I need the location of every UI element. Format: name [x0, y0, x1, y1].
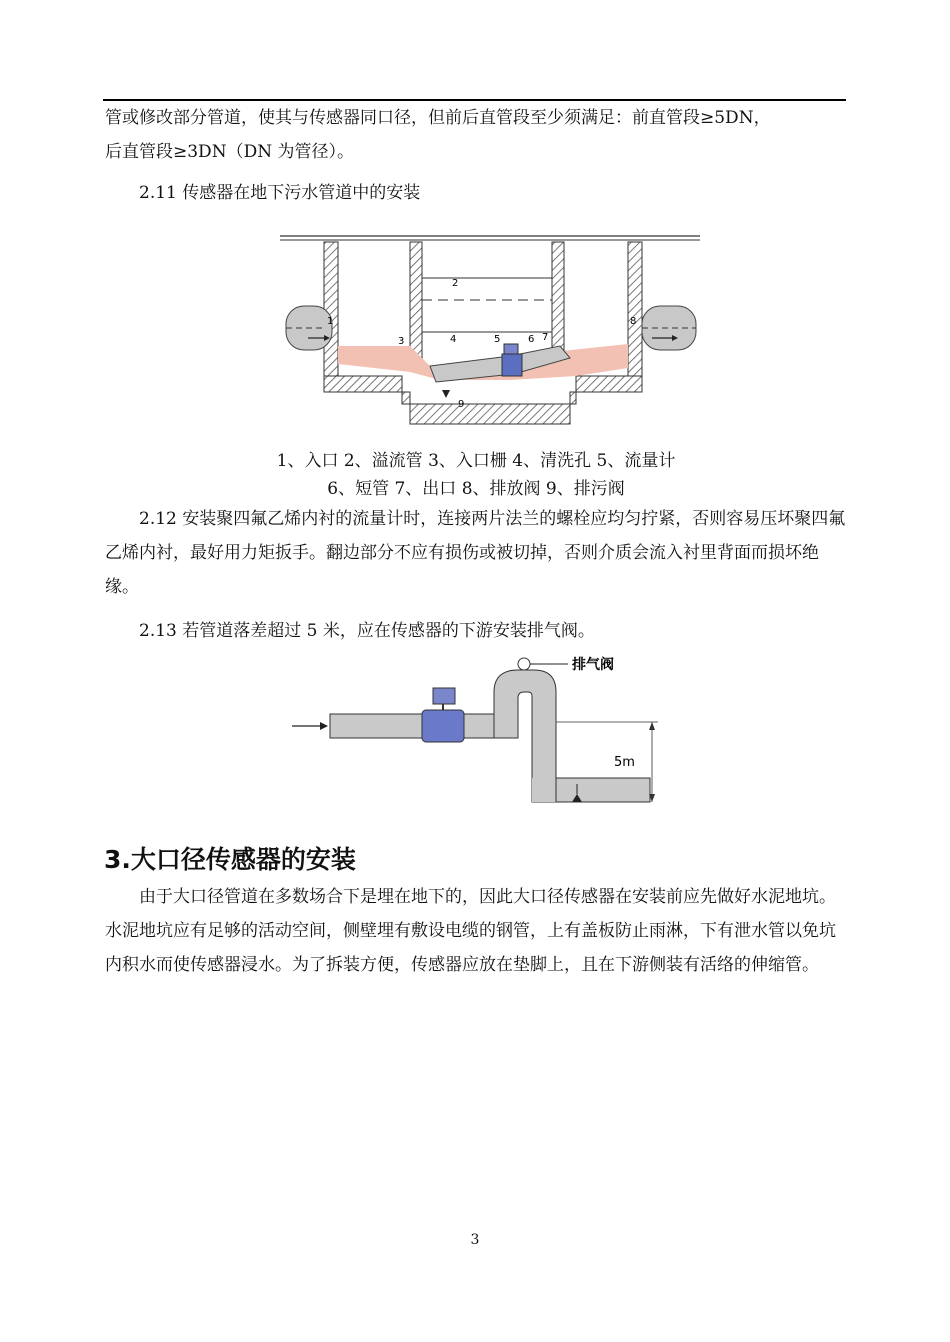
label-9: 9: [458, 399, 465, 410]
label-7: 7: [542, 332, 549, 343]
flow-meter-head: [433, 688, 455, 704]
inflow-arrow-head: [320, 722, 328, 730]
dimension-arrow: [649, 722, 655, 730]
section-3-heading: 3.大口径传感器的安装: [104, 845, 356, 874]
riser-fill: [532, 722, 556, 802]
section-2-12-text: 2.12 安装聚四氟乙烯内衬的流量计时，连接两片法兰的螺栓应均匀拧紧，否则容易压坏聚四氟乙烯内衬，最好用力矩扳手。翻边部分不应有损伤或被切掉，否则介质会流入衬里背面而损坏绝缘。: [105, 509, 846, 597]
sewer-installation-diagram: [280, 228, 700, 432]
paragraph-line: 管或修改部分管道，使其与传感器同口径，但前后直管段至少须满足：前直管段≥5DN，: [105, 108, 771, 128]
inner-wall-left: [410, 242, 422, 362]
drain-valve: [442, 390, 450, 398]
flow-meter-head: [504, 344, 518, 354]
page-number: 3: [470, 1232, 480, 1248]
label-1: 1: [327, 316, 334, 327]
label-2: 2: [452, 278, 459, 289]
figure-1-caption: [105, 447, 847, 503]
paragraph-line: 后直管段≥3DN（DN 为管径）。: [105, 142, 354, 162]
label-6: 6: [528, 334, 535, 345]
section-2-13-text: 2.13 若管道落差超过 5 米，应在传感器的下游安装排气阀。: [139, 621, 595, 641]
label-4: 4: [450, 334, 457, 345]
base-slab: [324, 376, 642, 424]
label-3: 3: [398, 336, 405, 347]
flow-meter-body: [422, 710, 464, 742]
label-5: 5: [494, 334, 501, 345]
inner-wall-right: [552, 242, 564, 362]
height-label: 5m: [614, 755, 635, 770]
air-valve-label: 排气阀: [572, 657, 614, 673]
exhaust-valve-diagram: [286, 652, 666, 824]
air-valve-icon: [518, 658, 530, 670]
section-2-11-title: 2.11 传感器在地下污水管道中的安装: [139, 183, 421, 203]
paragraph-continued: [105, 101, 847, 169]
label-8: 8: [630, 316, 637, 327]
flow-meter-body: [502, 354, 522, 376]
section-3-text: 由于大口径管道在多数场合下是埋在地下的，因此大口径传感器在安装前应先做好水泥地坑。水泥地坑应有足够的活动空间，侧壁埋有敷设电缆的钢管，上有盖板防止雨淋，下有泄水管以免坑内积水而使传感器浸水。为了拆装方便，传感器应放在垫脚上，且在下游侧装有活络的伸缩管。: [105, 887, 836, 975]
caption-line: 6、短管 7、出口 8、排放阀 9、排污阀: [327, 479, 625, 499]
caption-line: 1、入口 2、溢流管 3、入口栅 4、清洗孔 5、流量计: [276, 451, 676, 471]
